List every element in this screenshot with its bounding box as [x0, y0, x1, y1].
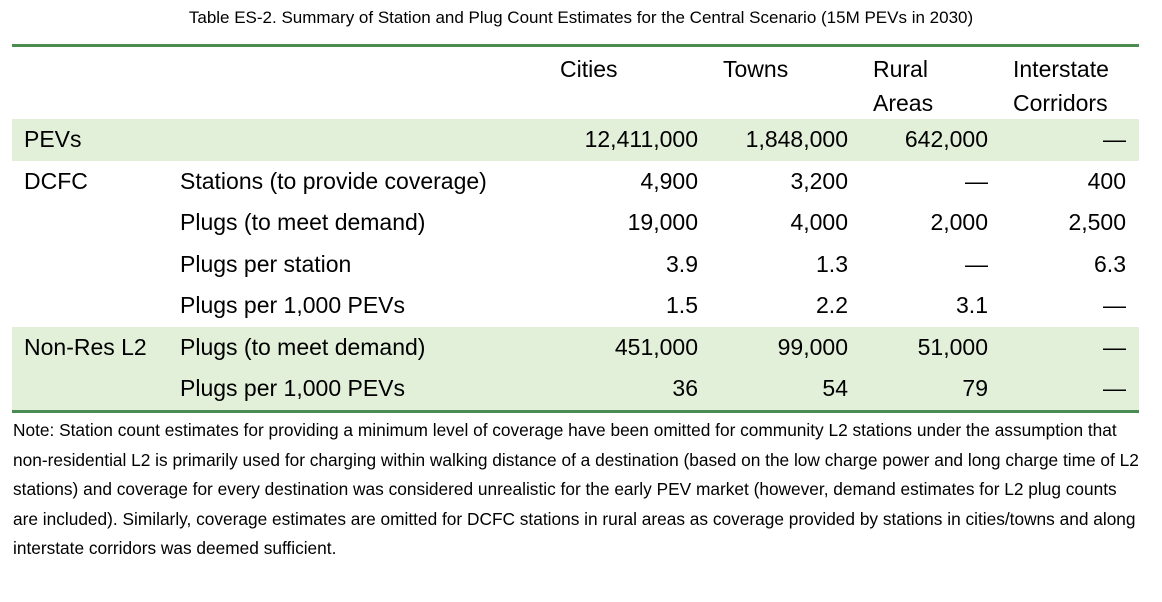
header-rural-line1: Rural: [873, 56, 928, 82]
value-cities: 19,000: [627, 209, 698, 235]
row-label-bold: Plugs per 1,000 PEVs: [180, 375, 406, 401]
row-label-bold: Stations: [180, 167, 264, 194]
value-towns: 2.2: [816, 292, 848, 318]
row-label-detail: (to meet demand): [237, 209, 426, 235]
value-rural: 51,000: [917, 333, 988, 360]
value-towns: 1,848,000: [745, 126, 848, 152]
table-note: Note: Station count estimates for providing a minimum level of coverage have been omitted for community L2 stations under the assumption that non-residential L2 is primarily used for charging within walking distance of a destination (based on the low charge power and long charge time of L2 stations) and coverage for every destination was considered unrealistic for the early PEV market (however, demand estimates for L2 plug counts are included). Similarly, coverage estimates are omitted for DCFC stations in rural areas as coverage provided by stations in cities/towns and along interstate corridors was deemed sufficient.: [13, 420, 1139, 558]
table-row: [12, 368, 1139, 410]
table-row: [12, 244, 1139, 286]
header-rural-areas: [873, 52, 933, 120]
table-row: [12, 202, 1139, 244]
header-interstate-line1: Interstate: [1013, 56, 1109, 82]
value-rural: 79: [962, 375, 988, 401]
value-interstate: 2,500: [1068, 209, 1126, 235]
value-interstate: —: [1103, 292, 1126, 318]
value-cities: 4,900: [640, 167, 698, 194]
value-towns: 1.3: [816, 250, 848, 277]
table-row: [12, 161, 1139, 203]
header-interstate-corridors: [1013, 52, 1109, 120]
group-label: Non-Res L2: [24, 333, 147, 360]
value-rural: 2,000: [930, 209, 988, 235]
value-towns: 3,200: [790, 167, 848, 194]
row-label-detail: (to meet demand): [237, 333, 426, 360]
table-row: [12, 285, 1139, 327]
value-interstate: —: [1103, 333, 1126, 360]
group-label: DCFC: [24, 167, 88, 194]
header-towns: Towns: [723, 56, 789, 82]
row-label: [180, 209, 425, 235]
table-caption: Table ES-2. Summary of Station and Plug Count Estimates for the Central Scenario (15M PEVs in 2030): [188, 8, 974, 27]
header-row: [12, 47, 1139, 119]
header-rural-line2: Areas: [873, 90, 934, 116]
row-label-bold: Plugs: [180, 333, 238, 360]
value-cities: 3.9: [666, 250, 698, 277]
value-rural: —: [965, 250, 988, 277]
value-cities: 12,411,000: [584, 126, 698, 152]
row-label-detail: (to provide coverage): [263, 167, 487, 194]
value-interstate: —: [1103, 126, 1126, 152]
value-towns: 54: [822, 375, 848, 401]
value-rural: —: [965, 167, 988, 194]
row-label-bold: Plugs per station: [180, 250, 352, 277]
group-label: PEVs: [24, 126, 82, 152]
value-rural: 3.1: [956, 292, 988, 318]
row-label: [180, 168, 487, 194]
value-cities: 451,000: [614, 333, 698, 360]
header-cities: Cities: [560, 56, 618, 82]
value-cities: 1.5: [666, 292, 698, 318]
row-label: [180, 251, 351, 277]
value-cities: 36: [672, 375, 698, 401]
value-interstate: —: [1103, 375, 1126, 401]
table-row: [12, 327, 1139, 369]
row-label-bold: Plugs per 1,000 PEVs: [180, 292, 406, 318]
table-row: [12, 119, 1139, 161]
value-rural: 642,000: [904, 126, 988, 152]
value-interstate: 6.3: [1094, 250, 1126, 277]
row-label: [180, 375, 405, 401]
summary-table: [12, 44, 1139, 413]
value-interstate: 400: [1087, 167, 1126, 194]
row-label: [180, 334, 425, 360]
value-towns: 99,000: [777, 333, 848, 360]
header-interstate-line2: Corridors: [1013, 90, 1108, 116]
row-label-bold: Plugs: [180, 209, 238, 235]
row-label: [180, 292, 405, 318]
value-towns: 4,000: [790, 209, 848, 235]
